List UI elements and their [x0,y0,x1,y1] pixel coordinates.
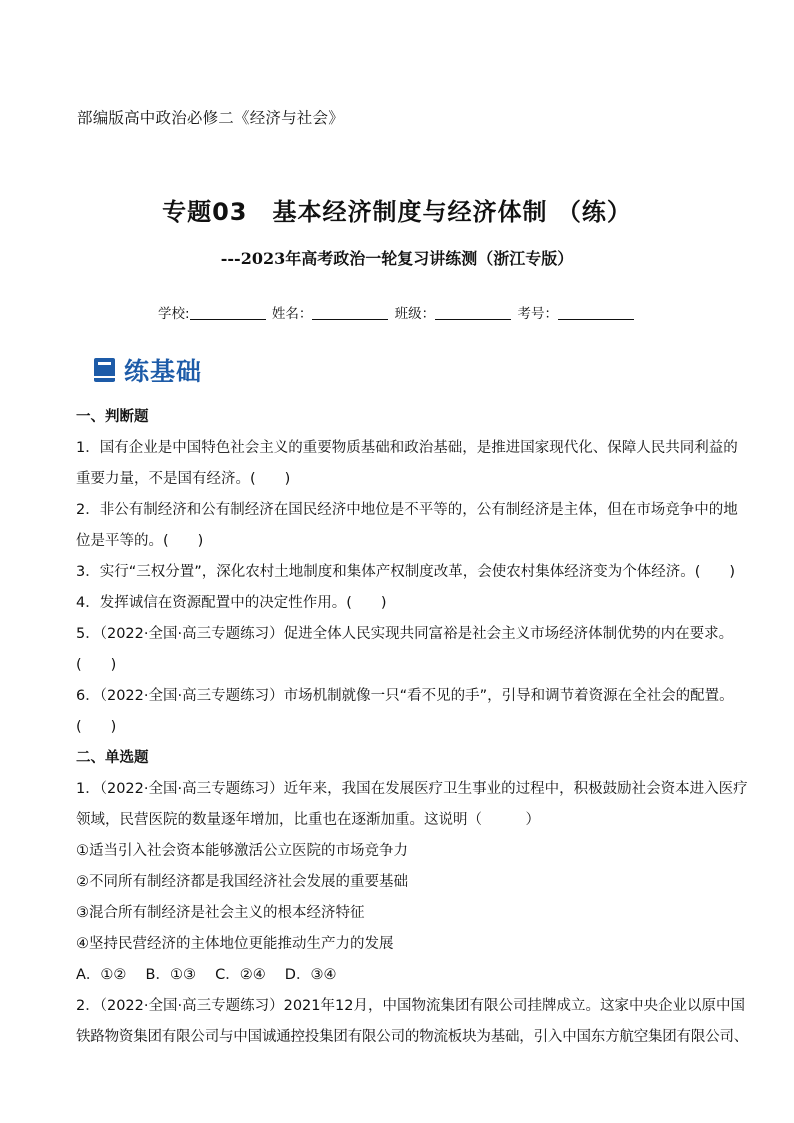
question-line: ( ) [76,719,117,735]
page-title: 专题03 基本经济制度与经济体制 （练） [162,198,632,226]
class-label: 班级： [394,306,436,322]
question-line: 6．（2022·全国·高三专题练习）市场机制就像一只“看不见的手”，引导和调节着资源在全社会的配置。 [76,688,734,704]
questions-content [76,402,749,1053]
question-line: 铁路物资集团有限公司与中国诚通控投集团有限公司的物流板块为基础，引入中国东方航空集团有限公司、 [76,1029,749,1045]
book-icon [92,356,118,384]
question-line: ( ) [76,657,117,673]
option-line: ③混合所有制经济是社会主义的根本经济特征 [76,905,365,921]
name-blank[interactable] [312,305,388,320]
question-line: 2．（2022·全国·高三专题练习）2021年12月，中国物流集团有限公司挂牌成立。这家中央企业以原中国 [76,998,745,1014]
subject-line: 部编版高中政治必修二《经济与社会》 [77,109,344,127]
answer-choices: A．①② B．①③ C．②④ D．③④ [76,967,337,983]
section-heading [92,352,202,388]
option-line: ④坚持民营经济的主体地位更能推动生产力的发展 [76,936,394,952]
exam-no-blank[interactable] [558,305,634,320]
question-line: 1．国有企业是中国特色社会主义的重要物质基础和政治基础，是推进国家现代化、保障人民共同利益的 [76,440,738,456]
school-label: 学校: [158,306,190,322]
school-blank[interactable] [190,305,266,320]
judgement-heading: 一、判断题 [76,409,149,425]
name-label: 姓名： [271,306,313,322]
student-info-row [0,302,794,322]
page-subtitle: ---2023年高考政治一轮复习讲练测（浙江专版） [220,249,574,268]
question-line: 5．（2022·全国·高三专题练习）促进全体人民实现共同富裕是社会主义市场经济体制优势的内在要求。 [76,626,734,642]
question-line: 2．非公有制经济和公有制经济在国民经济中地位是不平等的，公有制经济是主体，但在市场竞争中的地 [76,502,738,518]
class-blank[interactable] [435,305,511,320]
question-line: 4．发挥诚信在资源配置中的决定性作用。( ) [76,595,387,611]
option-line: ①适当引入社会资本能够激活公立医院的市场竞争力 [76,843,408,859]
single-choice-heading: 二、单选题 [76,750,149,766]
option-line: ②不同所有制经济都是我国经济社会发展的重要基础 [76,874,408,890]
exam-no-label: 考号： [517,306,558,322]
section-title: 练基础 [124,357,203,386]
question-line: 3．实行“三权分置”，深化农村土地制度和集体产权制度改革，会使农村集体经济变为个体经济。( ) [76,564,736,580]
question-line: 位是平等的。( ) [76,533,204,549]
question-line: 领域，民营医院的数量逐年增加，比重也在逐渐加重。这说明（ ） [76,812,540,828]
question-line: 1．（2022·全国·高三专题练习）近年来，我国在发展医疗卫生事业的过程中，积极鼓励社会资本进入医疗 [76,781,748,797]
question-line: 重要力量，不是国有经济。( ) [76,471,291,487]
